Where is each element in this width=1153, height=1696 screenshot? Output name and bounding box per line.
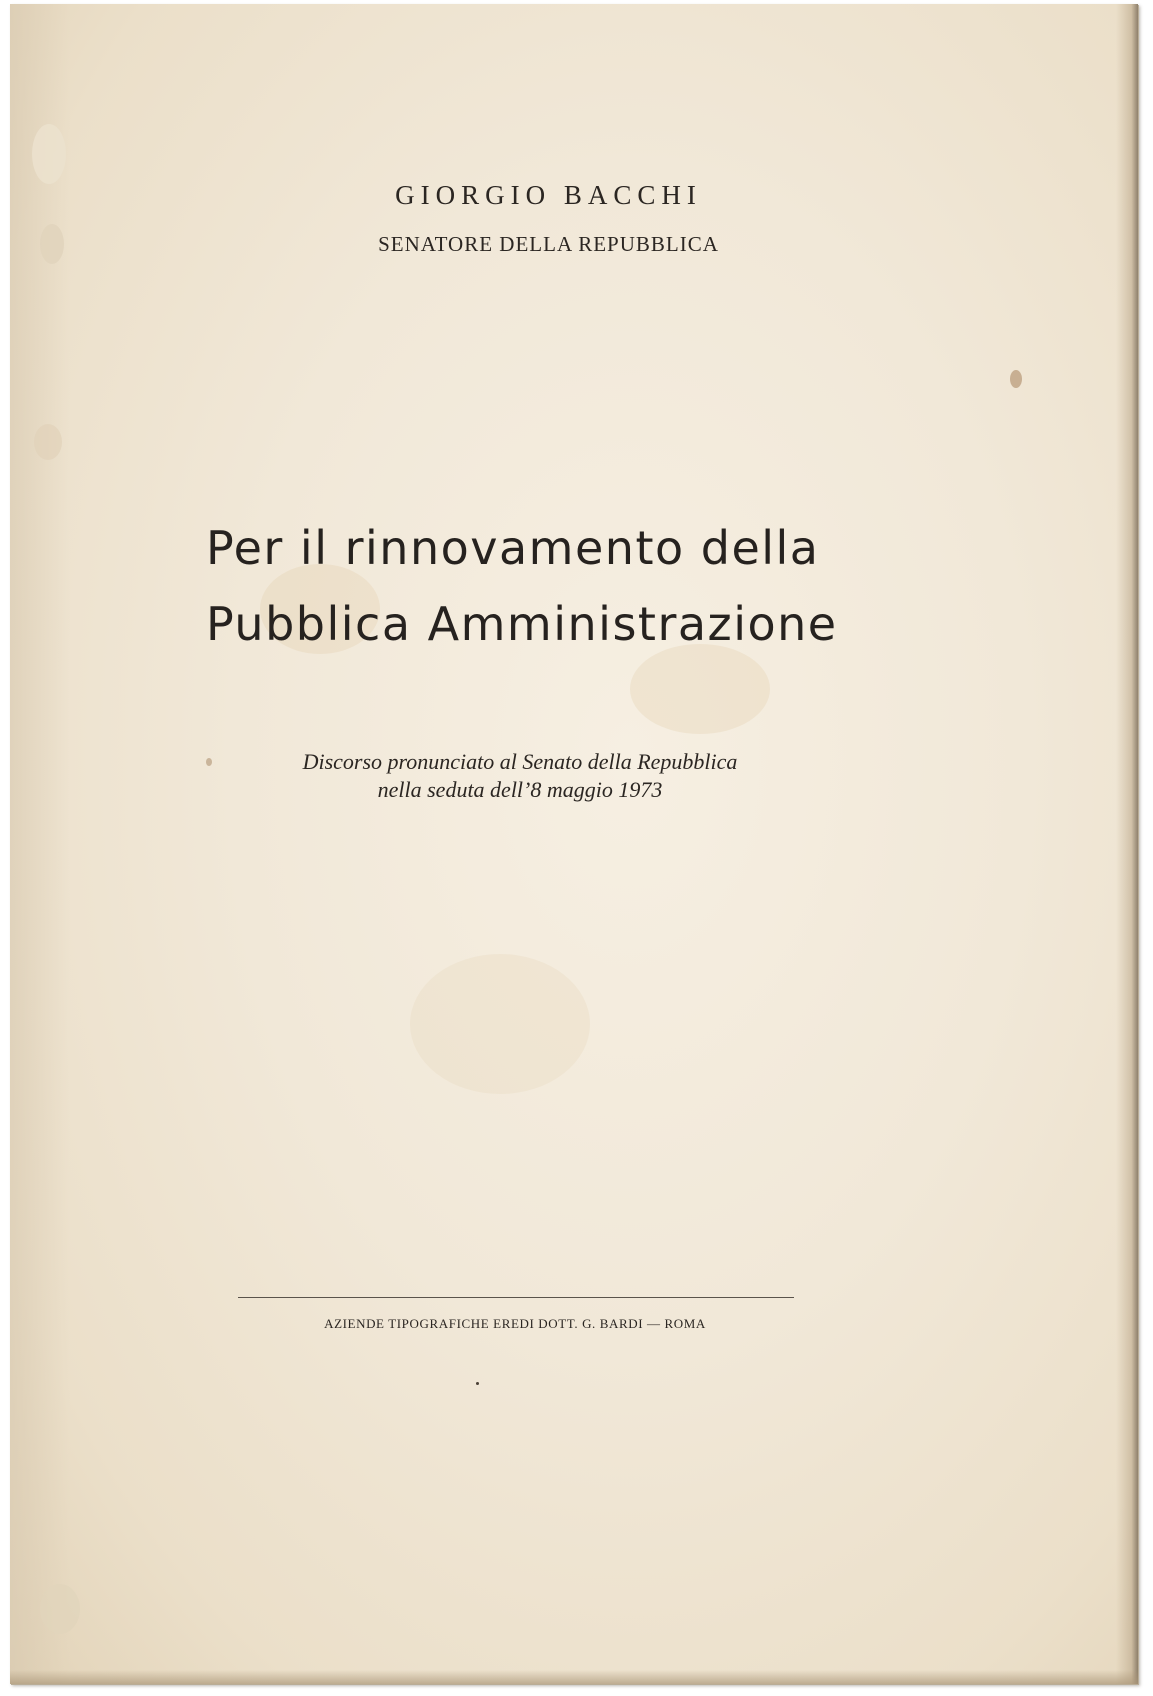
speech-subtitle [10, 748, 1030, 804]
subtitle-line-2: nella seduta dell’8 maggio 1973 [377, 777, 663, 802]
foxing-spot [40, 1584, 80, 1634]
author-name: GIORGIO BACCHI [395, 180, 702, 210]
paper-edge-right [1116, 4, 1138, 1684]
divider-rule [238, 1297, 794, 1298]
foxing-spot [1010, 370, 1022, 388]
printer-imprint: AZIENDE TIPOGRAFICHE EREDI DOTT. G. BARDI — ROMA [324, 1316, 706, 1331]
paper-edge-bottom [10, 1670, 1138, 1684]
foxing-spot [34, 424, 62, 460]
title-line-1: Per il rinnovamento della [206, 521, 820, 575]
booklet-cover [10, 4, 1138, 1684]
foxing-spot [32, 124, 66, 184]
ink-dot [476, 1382, 479, 1385]
subtitle-line-1: Discorso pronunciato al Senato della Repubblica [302, 749, 738, 774]
author-role: SENATORE DELLA REPUBBLICA [378, 232, 719, 256]
title-line-2: Pubblica Amministrazione [206, 597, 838, 651]
booklet-title [206, 510, 906, 662]
foxing-spot [410, 954, 590, 1094]
